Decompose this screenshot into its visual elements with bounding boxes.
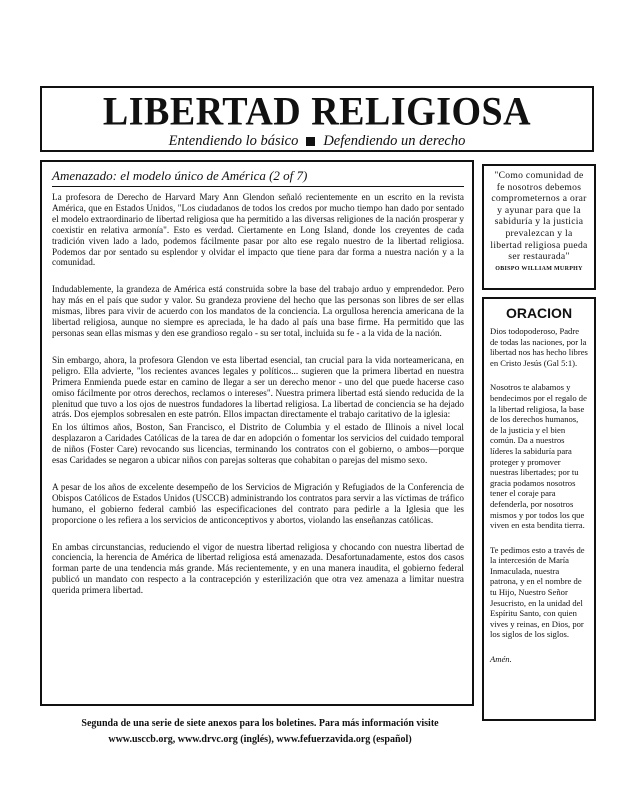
footer: [40, 716, 480, 748]
article-paragraph-1: La profesora de Derecho de Harvard Mary Ann Glendon señaló recientemente en un escrito en la revista América, que en Estados Unidos, "Los ciudadanos de todos los credos por mucho tiempo han dado por sentado el modelo extraordinario de libertad religiosa que ha permitido a las diversas religiones de la nación prosperar y coexistir en relativa armonía". Esto es verdad. Ciertamente en Long Island, donde los creyentes de cada tradición viven lado a lado, podemos fácilmente pasar por alto ese regalo nuestro de la libertad religiosa. Podemos dar por sentado su esplendor y olvidar el impacto que tiene para dar forma a nuestra nación y a la comunidad.: [52, 192, 464, 268]
article-paragraph-5: A pesar de los años de excelente desempeño de los Servicios de Migración y Refugiados de la Conferencia de Obispos Católicos de Estados Unidos (USCCB) administrando los contratos para servir a las víctimas de tráfico humano, el gobierno federal cambió las especificaciones del contrato para pedirle a la Iglesia que les proporcione o les refiera a los servicios de anticonceptivos y abortos, violando las enseñanzas católicas.: [52, 481, 464, 525]
quote-box: [482, 164, 596, 290]
article-paragraph-4: En los últimos años, Boston, San Francisco, el Distrito de Columbia y el estado de Illinois a nivel local desplazaron a Caridades Católicas de la tarea de dar en adopción o fomentar los servicios del cuidado temporal de niños (Foster Care) revocando sus licencias, terminando los contratos con el gobierno, o ambos—porque esas Caridades se negaron a ubicar niños con parejas solteras que cohabitan o parejas del mismo sexo.: [52, 422, 464, 466]
footer-links: www.usccb.org, www.drvc.org (inglés), www.fefuerzavida.org (español): [108, 734, 412, 745]
footer-line-1: Segunda de una serie de siete anexos para los boletines. Para más información visite: [81, 718, 439, 729]
masthead: [40, 86, 594, 152]
article-paragraph-6: En ambas circunstancias, reduciendo el vigor de nuestra libertad religiosa y chocando con nuestra libertad de conciencia, la herencia de América de libertad religiosa está amenazada. Desafortunadamente, estos dos casos forman parte de una tendencia más grande. Más recientemente, y en una manera inaudita, el gobierno federal publicó un mandato con respecto a la contracepción y esterilización que otra vez amenaza a limitar nuestra querida primera libertad.: [52, 541, 464, 596]
quote-text: "Como comunidad de fe nosotros debemos comprometernos a orar y ayunar para que la sabiduría y la justicia prevalezcan y la libertad religiosa pueda ser restaurada": [490, 170, 588, 263]
quote-author: OBISPO WILLIAM MURPHY: [495, 265, 583, 272]
prayer-title: ORACION: [505, 305, 573, 321]
prayer-paragraph-1: Dios todopoderoso, Padre de todas las naciones, por la libertad nos has hecho libres en Cristo Jesús (Gal 5:1).: [490, 326, 588, 368]
page-title: LIBERTAD RELIGIOSA: [102, 89, 532, 135]
subtitle: [42, 132, 592, 150]
prayer-paragraph-3: Te pedimos esto a través de la intercesión de María Inmaculada, nuestra patrona, y en el nombre de tu Hijo, Nuestro Señor Jesucristo, en la unidad del Espíritu Santo, con quien vives y reinas, en Dios, por los siglos de los siglos.: [490, 544, 585, 640]
subtitle-right: Defendiendo un derecho: [323, 133, 466, 149]
article-heading: Amenazado: el modelo único de América (2 of 7): [52, 168, 464, 187]
article-paragraph-2: Indudablemente, la grandeza de América está construida sobre la base del trabajo arduo y emprendedor. Pero hay más en el país que sudor y valor. Su grandeza proviene del hecho que las personas son libres de ser ellas mismas, libres para vivir de acuerdo con los mandatos de la conciencia. La orgullosa herencia americana de la libertad religiosa, aunque no siempre es apreciada, le ha dado al país una base firme. Ha permitido que las personas sean ellas mismas y den ese grandioso regalo - su ser total, incluida su fe - a la vida de la nación.: [52, 284, 464, 338]
prayer-box: [482, 297, 596, 721]
square-bullet-icon: [306, 137, 315, 146]
subtitle-left: Entendiendo lo básico: [168, 133, 299, 149]
article-box: [40, 160, 474, 706]
prayer-paragraph-2: Nosotros te alabamos y bendecimos por el regalo de la libertad religiosa, la base de los derechos humanos, de la justicia y el bien común. Da a nuestros líderes la sabiduría para proteger y promover nuestras libertades; por tu gracia podamos nosotros tener el coraje para defenderla, por nosotros mismos y por todos los que viven en esta bendita tierra.: [490, 382, 587, 531]
prayer-amen: Amén.: [490, 654, 512, 665]
article-paragraph-3: Sin embargo, ahora, la profesora Glendon ve esta libertad esencial, tan crucial para la vida norteamericana, en peligro. Ella advierte, "los recientes avances legales y políticos... sugieren que la primera libertad en nuestra Primera Enmienda puede estar en camino de llegar a ser un derecho menor - uno del que puede hacerse caso omiso fácilmente por otros derechos, reclamos o intereses". Nuestra primera libertad está siendo reducida de la plenitud que tuvo a los ojos de nuestros fundadores la libertad religiosa. La libertad de conciencia se ha dejado atrás. Dos ejemplos sobresalen en este patrón. Ellos impactan directamente el trabajo caritativo de la iglesia:: [52, 354, 464, 420]
